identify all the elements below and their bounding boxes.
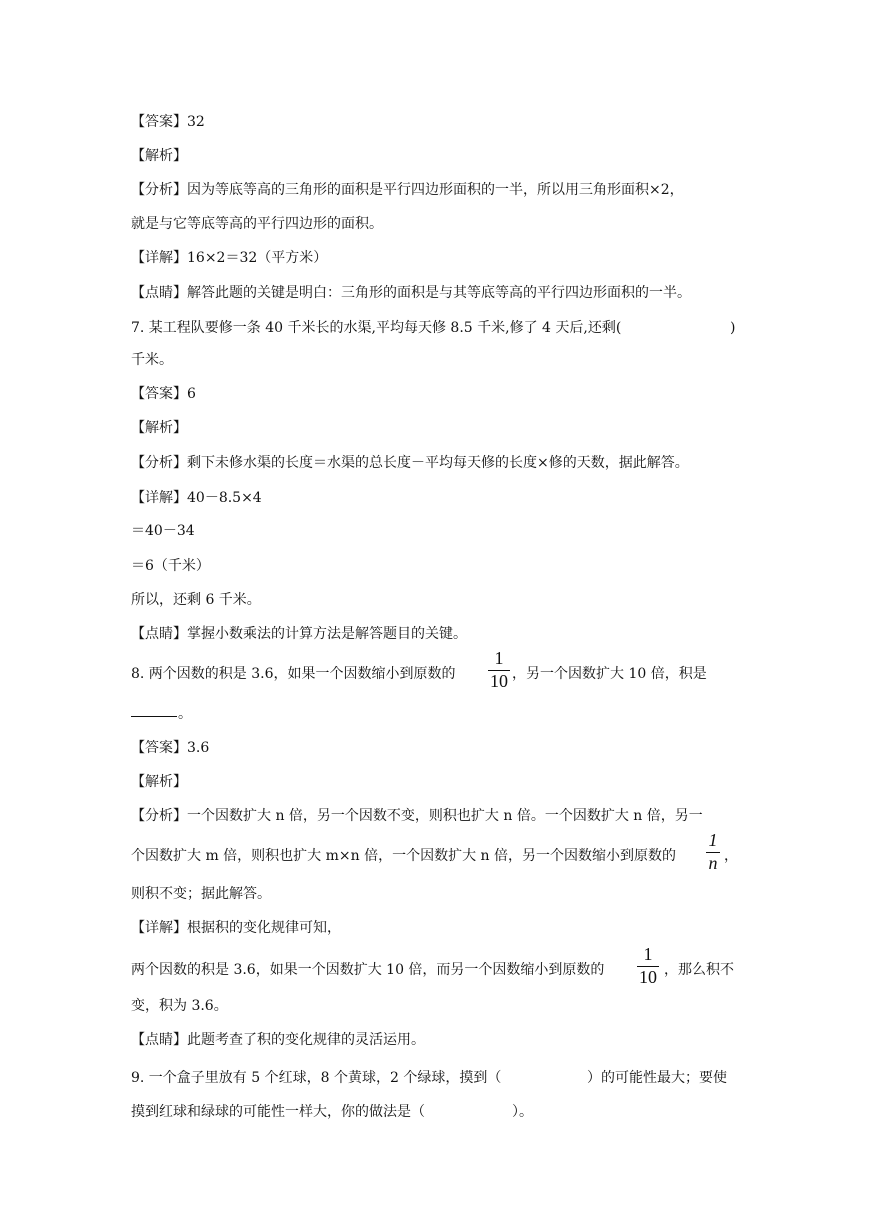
fraction-numerator: 1 <box>643 944 653 964</box>
q8-fenxi-line2 <box>131 846 738 866</box>
q8-xiangjie-line2-tail: ，那么积不 <box>664 962 734 978</box>
q8-fenxi-line2-text: 个因数扩大 m 倍，则积也扩大 m×n 倍，一个因数扩大 n 倍，另一个因数缩小到原数的 <box>131 848 677 864</box>
q7-xiangjie-line2: ＝40－34 <box>131 523 195 539</box>
q8-xiangjie-line1: 【详解】根据积的变化规律可知， <box>131 920 341 936</box>
q8-xiangjie-fraction <box>636 944 660 989</box>
q6-xiangjie: 【详解】16×2＝32（平方米） <box>131 250 328 266</box>
q8-dianjing: 【点睛】此题考查了积的变化规律的灵活运用。 <box>131 1032 425 1048</box>
q9-question-text-b: ）的可能性最大；要使 <box>587 1070 727 1086</box>
q8-fenxi-line2-comma: ， <box>724 848 738 864</box>
q7-xiangjie-line1: 【详解】40－8.5×4 <box>131 490 262 506</box>
q6-dianjing: 【点睛】解答此题的关键是明白：三角形的面积是与其等底等高的平行四边形面积的一半。 <box>131 285 691 301</box>
q8-xiangjie-line2-text: 两个因数的积是 3.6，如果一个因数扩大 10 倍，而另一个因数缩小到原数的 <box>131 962 605 978</box>
q7-question-paren: ) <box>730 320 736 336</box>
q8-analysis-label: 【解析】 <box>131 774 187 790</box>
q9-question-line2 <box>131 1102 738 1122</box>
q7-dianjing: 【点睛】掌握小数乘法的计算方法是解答题目的关键。 <box>131 626 467 642</box>
q7-question-line1 <box>131 318 738 338</box>
q9-question-text-c: 摸到红球和绿球的可能性一样大，你的做法是（ <box>131 1104 425 1120</box>
q7-conclusion: 所以，还剩 6 千米。 <box>131 592 261 608</box>
q7-question-text: 7. 某工程队要修一条 40 千米长的水渠,平均每天修 8.5 千米,修了 4 天后,还剩( <box>131 320 622 336</box>
q9-question-line1 <box>131 1068 738 1088</box>
q8-fenxi-line3: 则积不变；据此解答。 <box>131 886 271 902</box>
q6-answer: 【答案】32 <box>131 114 205 130</box>
fraction-denominator: 10 <box>639 967 657 987</box>
fraction-denominator: 10 <box>490 671 508 691</box>
q8-question-text-b: ，另一个因数扩大 10 倍，积是 <box>512 666 707 682</box>
q8-fenxi-line1: 【分析】一个因数扩大 n 倍，另一个因数不变，则积也扩大 n 倍。一个因数扩大 n 倍，另一 <box>131 808 703 824</box>
q6-fenxi-line2: 就是与它等底等高的平行四边形的面积。 <box>131 216 383 232</box>
q6-fenxi-line1: 【分析】因为等底等高的三角形的面积是平行四边形面积的一半，所以用三角形面积×2， <box>131 182 684 198</box>
q8-fenxi-fraction <box>705 830 721 875</box>
fraction-numerator: 1 <box>708 830 718 850</box>
q6-analysis-label: 【解析】 <box>131 148 187 164</box>
q8-question-fraction <box>487 648 511 693</box>
q8-answer-blank <box>131 716 177 717</box>
q8-question-text-a: 8. 两个因数的积是 3.6，如果一个因数缩小到原数的 <box>131 666 456 682</box>
q8-blank-suffix: 。 <box>178 706 192 722</box>
q8-xiangjie-line3: 变，积为 3.6。 <box>131 998 228 1014</box>
q7-xiangjie-line3: ＝6（千米） <box>131 558 210 574</box>
q7-question-line2: 千米。 <box>131 352 173 368</box>
q8-answer: 【答案】3.6 <box>131 740 210 756</box>
q9-question-text-d: ）。 <box>512 1104 533 1120</box>
q7-answer: 【答案】6 <box>131 386 196 402</box>
q8-question-line1 <box>131 664 738 684</box>
fraction-numerator: 1 <box>494 648 504 668</box>
q7-fenxi: 【分析】剩下未修水渠的长度＝水渠的总长度－平均每天修的长度×修的天数，据此解答。 <box>131 455 689 471</box>
q7-analysis-label: 【解析】 <box>131 420 187 436</box>
fraction-denominator: n <box>708 853 718 873</box>
q9-question-text-a: 9. 一个盒子里放有 5 个红球，8 个黄球，2 个绿球，摸到（ <box>131 1070 502 1086</box>
